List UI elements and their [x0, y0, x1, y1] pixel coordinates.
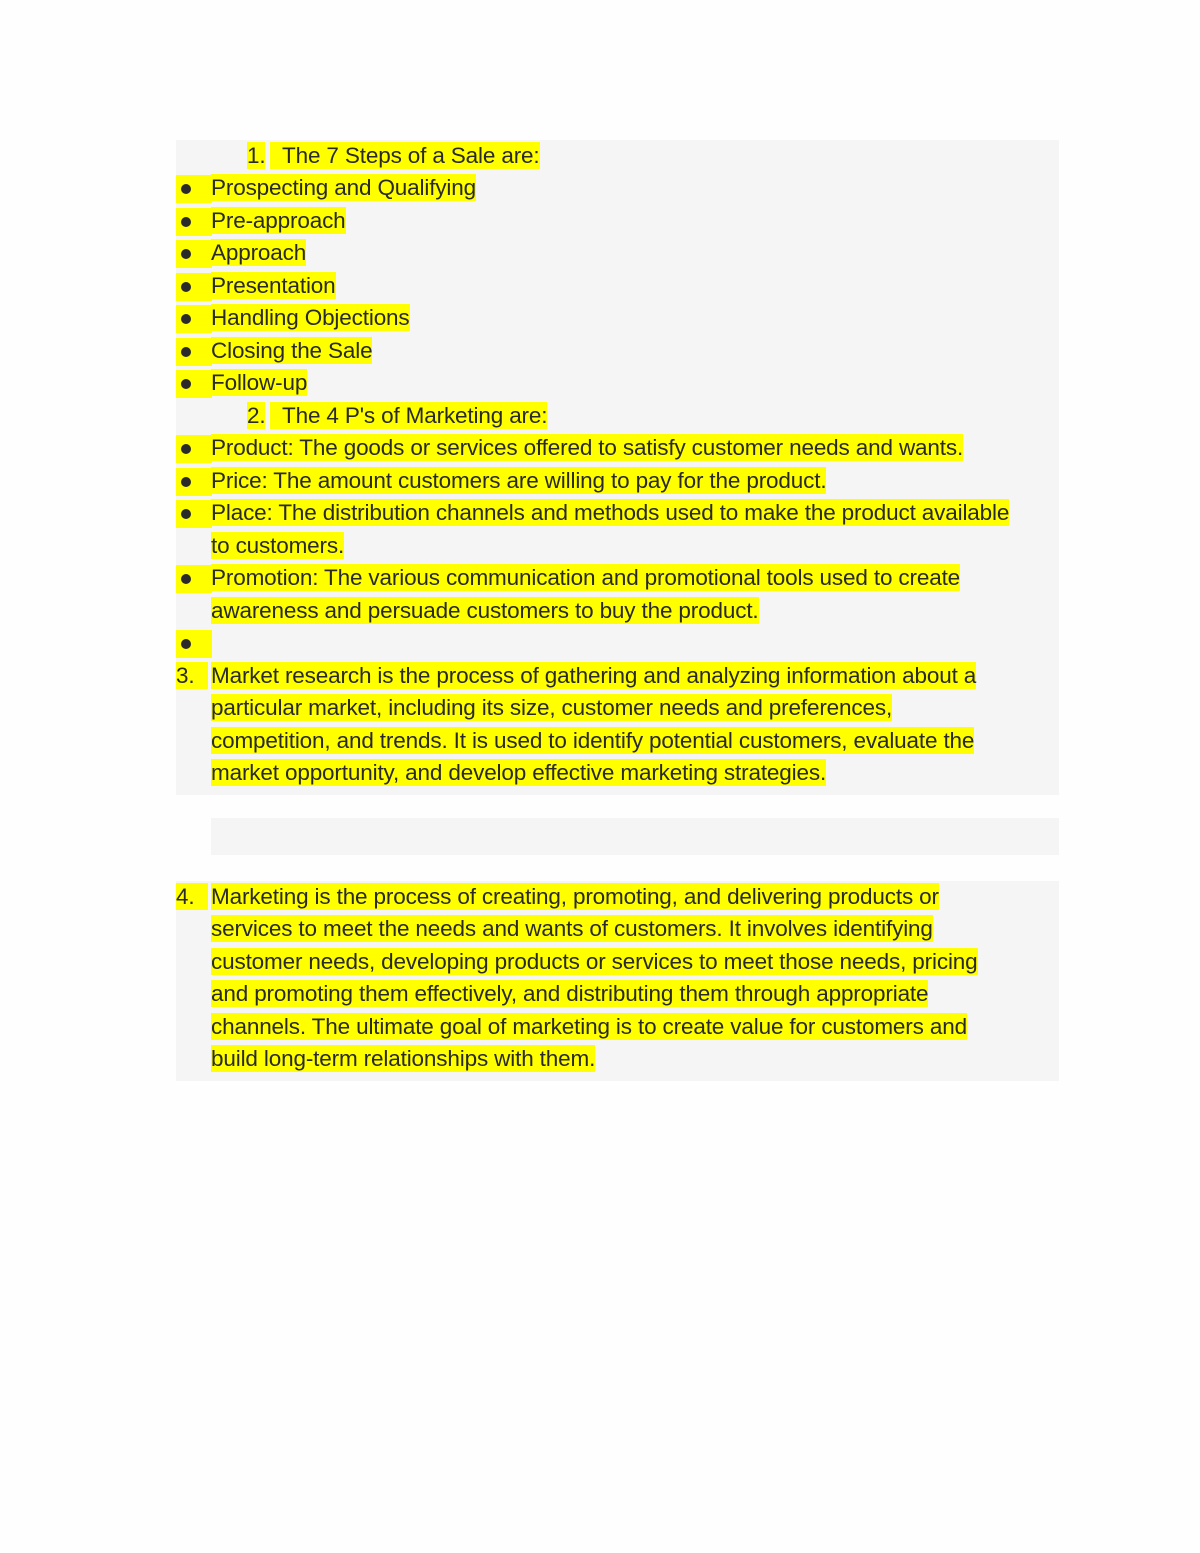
bullet-icon — [176, 338, 212, 366]
bullet-icon — [176, 240, 212, 268]
sales-step-item: Prospecting and Qualifying — [211, 175, 477, 200]
sales-step-item: Handling Objections — [211, 305, 410, 330]
sales-step-item: Presentation — [211, 273, 336, 298]
marketing-definition-line: Marketing is the process of creating, promoting, and delivering products or — [211, 884, 939, 909]
section-4-number: 4. — [176, 881, 208, 913]
marketing-definition-line: channels. The ultimate goal of marketing is to create value for customers and — [211, 1014, 967, 1039]
marketing-definition-line: and promoting them effectively, and distributing them through appropriate — [211, 981, 929, 1006]
bullet-icon — [176, 370, 212, 398]
market-research-line: market opportunity, and develop effective marketing strategies. — [211, 760, 827, 785]
bullet-icon — [176, 305, 212, 333]
section-1-number: 1. — [247, 143, 266, 168]
sales-step-item: Closing the Sale — [211, 338, 373, 363]
section-2-heading: The 4 P's of Marketing are: — [270, 400, 547, 432]
marketing-p-item-continued: awareness and persuade customers to buy the product. — [211, 598, 759, 623]
bullet-icon — [176, 175, 212, 203]
marketing-p-item-continued: to customers. — [211, 533, 345, 558]
bullet-icon — [176, 565, 212, 593]
section-1-heading: The 7 Steps of a Sale are: — [270, 140, 540, 172]
empty-bullet-icon — [176, 630, 212, 658]
marketing-p-item: Price: The amount customers are willing to pay for the product. — [211, 468, 827, 493]
sales-step-item: Follow-up — [211, 370, 308, 395]
market-research-line: Market research is the process of gathering and analyzing information about a — [211, 663, 977, 688]
section-3-number: 3. — [176, 660, 208, 692]
bullet-icon — [176, 208, 212, 236]
block-shade-empty — [211, 818, 1059, 855]
marketing-definition-line: build long-term relationships with them. — [211, 1046, 596, 1071]
section-2-number: 2. — [247, 403, 266, 428]
bullet-icon — [176, 500, 212, 528]
marketing-p-item: Place: The distribution channels and methods used to make the product available — [211, 500, 1010, 525]
bullet-icon — [176, 273, 212, 301]
sales-step-item: Pre-approach — [211, 208, 346, 233]
marketing-p-item: Promotion: The various communication and promotional tools used to create — [211, 565, 961, 590]
sales-step-item: Approach — [211, 240, 307, 265]
marketing-definition-line: customer needs, developing products or services to meet those needs, pricing — [211, 949, 978, 974]
marketing-p-item: Product: The goods or services offered to satisfy customer needs and wants. — [211, 435, 964, 460]
market-research-line: particular market, including its size, customer needs and preferences, — [211, 695, 893, 720]
market-research-line: competition, and trends. It is used to identify potential customers, evaluate the — [211, 728, 975, 753]
bullet-icon — [176, 468, 212, 496]
bullet-icon — [176, 435, 212, 463]
marketing-definition-line: services to meet the needs and wants of customers. It involves identifying — [211, 916, 933, 941]
